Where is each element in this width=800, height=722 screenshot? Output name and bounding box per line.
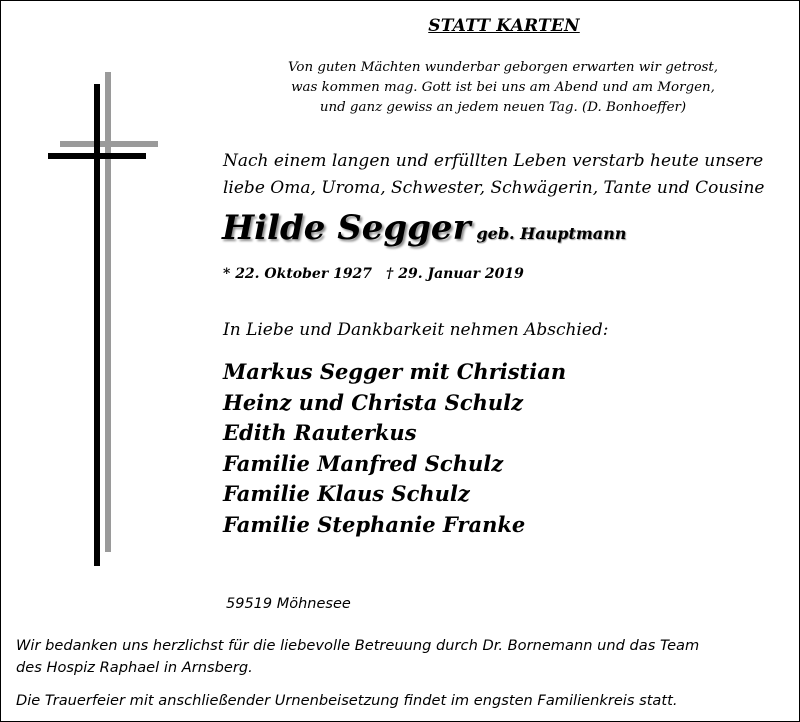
cross-front-horizontal [48,153,146,159]
cross-back-horizontal [60,141,158,147]
deceased-name-row [222,208,626,248]
intro-text [223,148,764,202]
deceased-name: Hilde Segger [222,208,471,248]
location: 59519 Möhnesee [226,596,351,612]
list-item: Familie Stephanie Franke [223,511,526,537]
notice-heading: STATT KARTEN [428,16,580,36]
thanks-line: Wir bedanken uns herzlichst für die liebevolle Betreuung durch Dr. Bornemann und das Team [16,637,700,654]
birth-date: * 22. Oktober 1927 [223,266,373,282]
mourners-list [223,357,566,540]
thanks-text [16,635,699,679]
cross-icon [40,66,170,576]
list-item: Markus Segger mit Christian [223,359,567,384]
quote-line: was kommen mag. Gott ist bei uns am Abend und am Morgen, [291,80,715,95]
ceremony-text: Die Trauerfeier mit anschließender Urnenbeisetzung findet im engsten Familienkreis statt. [16,692,678,709]
list-item: Heinz und Christa Schulz [223,389,524,415]
list-item: Familie Klaus Schulz [223,481,470,506]
thanks-line: des Hospiz Raphael in Arnsberg. [16,659,253,676]
quote-line: und ganz gewiss an jedem neuen Tag. (D. Bonhoeffer) [319,100,687,115]
intro-line: Nach einem langen und erfüllten Leben verstarb heute unsere [223,151,764,171]
list-item: Familie Manfred Schulz [223,450,504,476]
list-item: Edith Rauterkus [223,420,417,445]
intro-line: liebe Oma, Uroma, Schwester, Schwägerin, Tante und Cousine [223,178,765,198]
life-dates [223,266,524,282]
death-date: † 29. Januar 2019 [386,266,524,282]
quote-line: Von guten Mächten wunderbar geborgen erwarten wir getrost, [287,60,719,75]
bonhoeffer-quote [230,58,776,118]
farewell-text: In Liebe und Dankbarkeit nehmen Abschied: [223,320,609,340]
deceased-birth-name: geb. Hauptmann [476,224,627,243]
